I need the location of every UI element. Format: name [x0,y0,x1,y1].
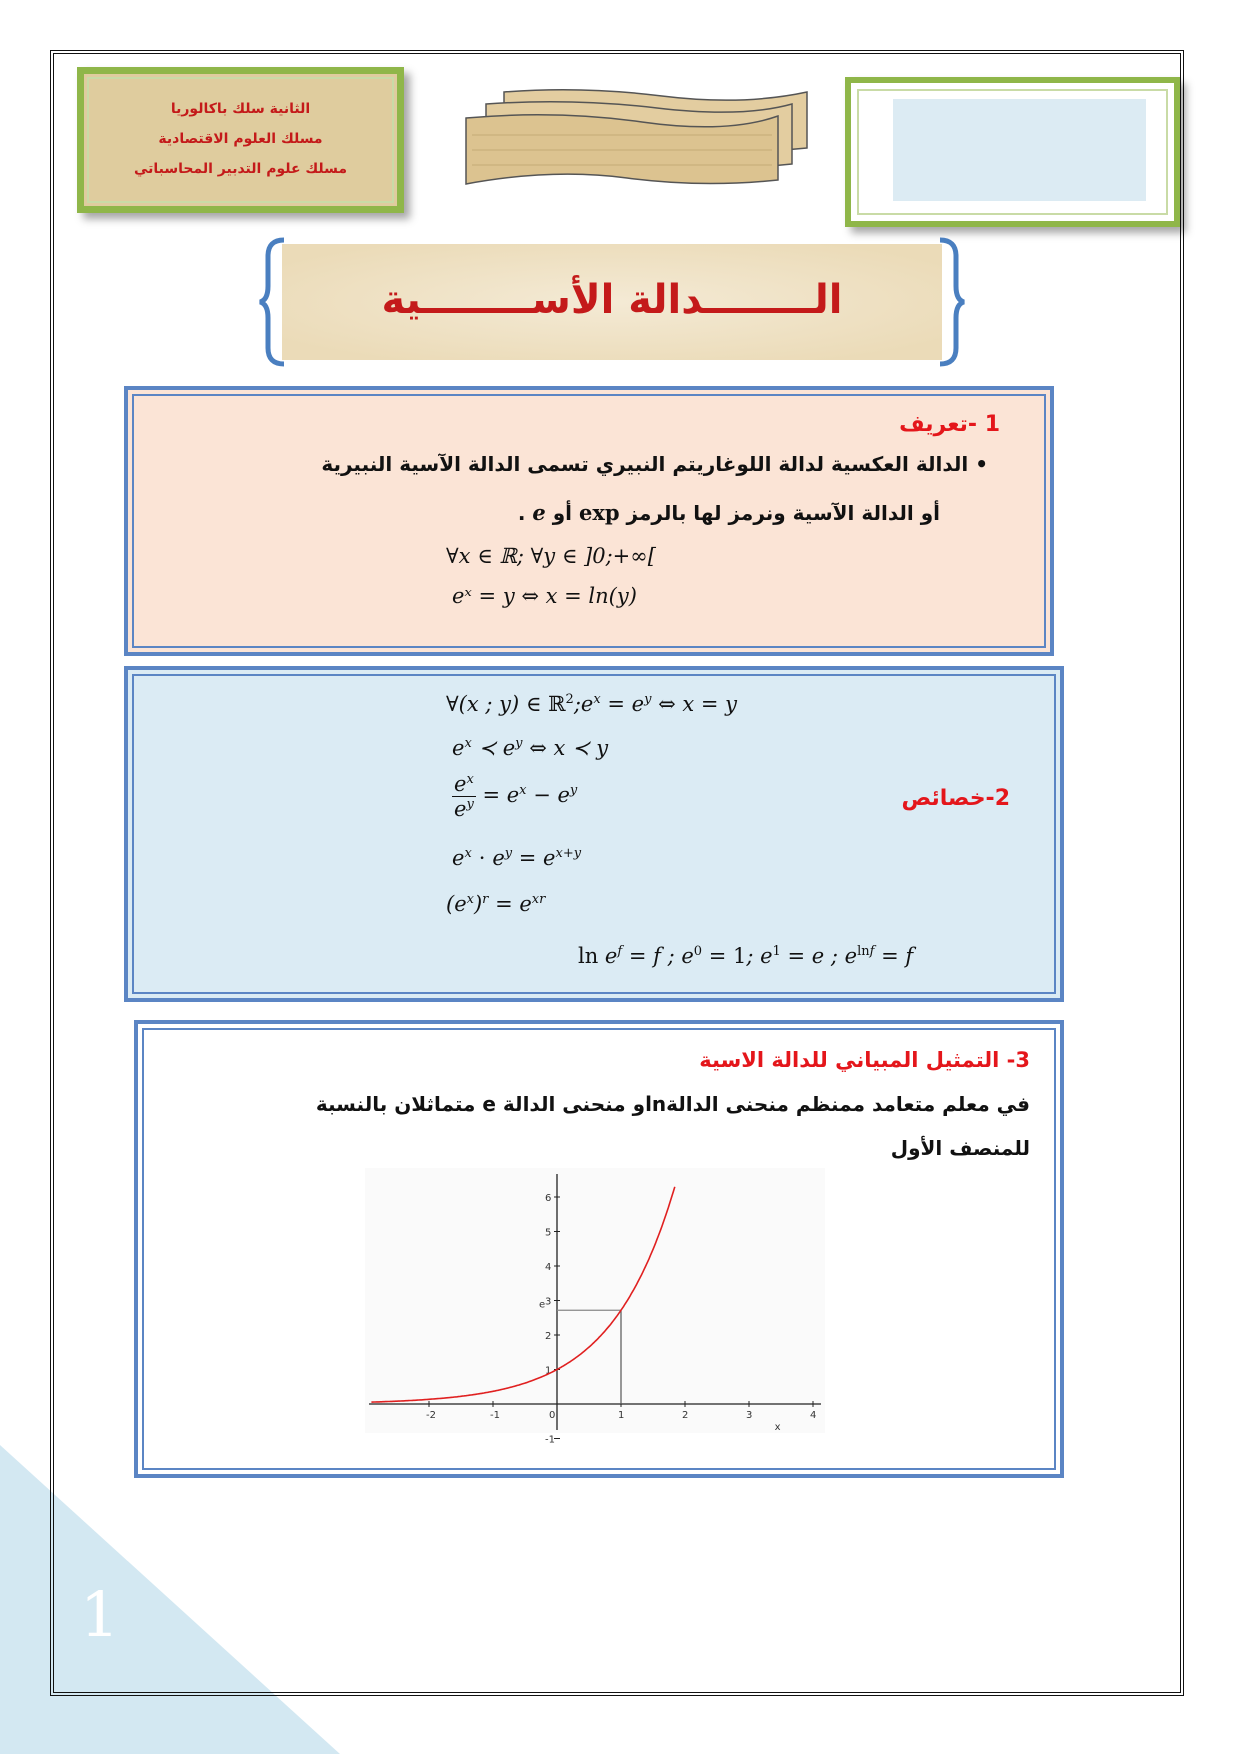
y-tick-label: 4 [545,1262,552,1273]
period: . [517,501,526,525]
y-tick-label: 2 [545,1331,552,1342]
property-quotient: $\frac{e^x}{e^y}$ = $e^x - e^y$ [454,772,578,821]
definition-line-2-text: أو الدالة الآسية ونرمز لها بالرمز [626,501,940,525]
graph-description-line-2: للمنصف الأول [890,1136,1030,1160]
e-symbol: e [532,500,546,525]
graph-heading: 3- التمثيل المبياني للدالة الاسية [699,1048,1030,1072]
header-line-level: الثانية سلك باكالوريا [170,101,311,117]
y-tick-label: 1 [545,1365,552,1377]
header-line-track-economics: مسلك العلوم الاقتصادية [158,131,323,147]
exp-symbol: exp [579,500,620,525]
properties-heading: 2-خصائص [901,786,1010,811]
x-tick-label: 1 [618,1410,625,1421]
property-order: $e^x$ ≺ $e^y$ ⇔ x ≺ y [452,736,609,760]
y-axis-label: e [539,1299,546,1311]
logo-frame [845,77,1180,227]
or-word: أو [552,501,573,525]
header-line-track-accounting: مسلك علوم التدبير المحاسباتي [133,161,348,177]
y-tick-label: 3 [545,1296,552,1308]
definition-heading: 1 -تعريف [899,412,1000,437]
property-log-identities: $\ln e^f = f$ ; $e^0 = 1$; $e^1 = e$ ; $e^{lnf} = f$ [578,944,914,968]
y-tick-label: 5 [545,1227,552,1239]
property-product: $e^x \cdot e^y = e^{x+y}$ [452,846,582,870]
definition-line-1: • الدالة العكسية لدالة اللوغاريتم النبيري تسمى الدالة الآسية النبيرية [321,452,988,476]
page-title: الــــــــدالة الأســــــــية [381,277,843,323]
logo-placeholder [893,99,1146,201]
property-power: $(e^x)^r = e^{xr}$ [446,892,546,916]
formula-equivalence: eˣ = y ⇔ x = ln(y) [452,584,637,608]
formula-domain: ∀x ∈ ℝ; ∀y ∈ ]0;+∞[ [446,544,656,568]
exp-graph [365,1168,825,1446]
x-tick-label: 0 [549,1410,556,1421]
x-axis-label: x [774,1422,781,1433]
header-info-box [77,67,404,213]
graph-background [365,1168,825,1433]
y-tick-label: 6 [545,1193,552,1204]
definition-line-2 [420,500,940,525]
x-tick-label: 2 [682,1410,689,1421]
y-tick-label: -1 [545,1434,555,1446]
scroll-stack-icon [462,90,812,198]
x-tick-label: -2 [426,1410,436,1421]
x-tick-label: -1 [490,1410,500,1421]
property-equality: ∀(x ; y) ∈ $ℝ^2;e^x = e^y$ ⇔ x = y [446,692,738,716]
x-tick-label: 3 [746,1410,753,1421]
x-tick-label: 4 [810,1410,817,1421]
page-number: 1 [80,1578,120,1651]
graph-description-line-1: في معلم متعامد ممنظم منحنى الدالةlnو منحنى الدالة e متماثلان بالنسبة [315,1092,1030,1116]
